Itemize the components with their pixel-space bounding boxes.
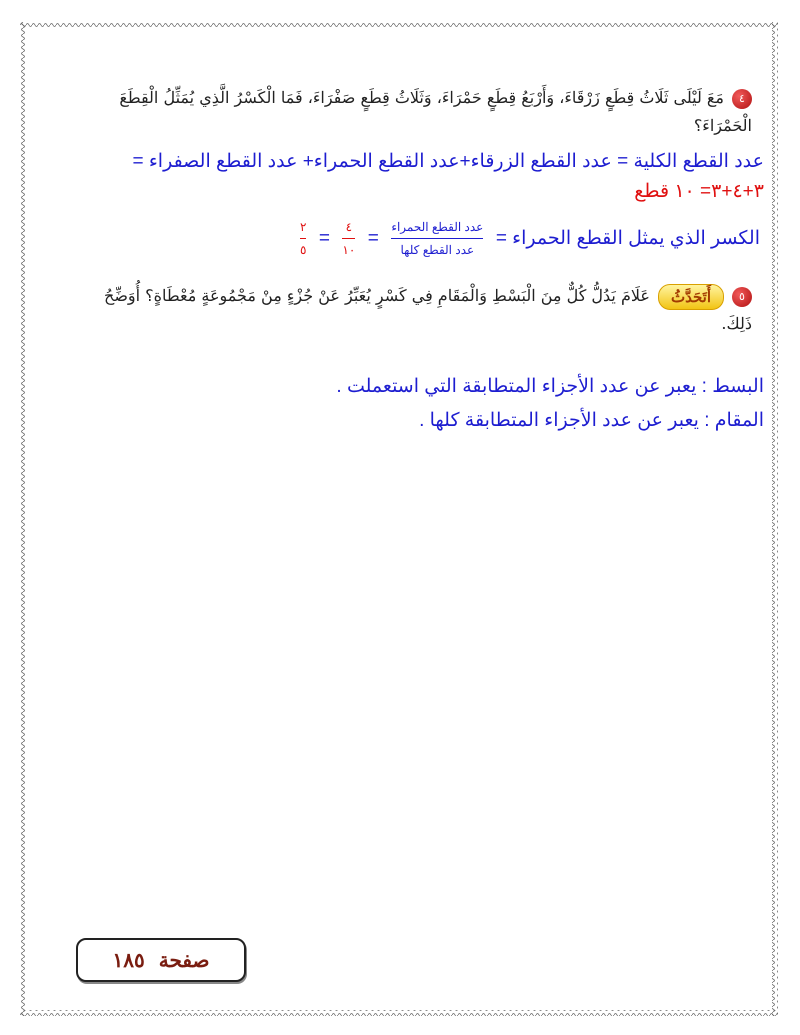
word-fraction-denominator: عدد القطع كلها bbox=[400, 243, 475, 257]
question-5 bbox=[92, 282, 752, 338]
page-label: صفحة bbox=[158, 948, 210, 972]
fraction-bar bbox=[391, 238, 483, 239]
talk-badge: أَتَحَدَّثُ bbox=[658, 284, 724, 310]
word-fraction-numerator: عدد القطع الحمراء bbox=[391, 220, 484, 234]
equals-sign: = bbox=[318, 227, 330, 249]
fraction-answer-line bbox=[164, 218, 764, 268]
fraction-4-10-numerator: ٤ bbox=[345, 220, 353, 234]
question-5-text: عَلَامَ يَدُلُّ كُلٌّ مِنَ الْبَسْطِ وَالْمَقَامِ فِي كَسْرٍ يُعَبِّرُ عَنْ جُزْءٍ مِنْ مَجْمُوعَةٍ مُعْطَاةٍ؟ أُوَضِّحُ ذَلِكَ. bbox=[103, 286, 752, 333]
answer-total-pieces-line: عدد القطع الكلية = عدد القطع الزرقاء+عدد القطع الحمراء+ عدد القطع الصفراء = bbox=[132, 151, 764, 172]
fraction-bar bbox=[300, 238, 306, 239]
word-fraction bbox=[391, 218, 483, 259]
question-4 bbox=[92, 84, 752, 140]
equals-sign: = bbox=[367, 227, 379, 249]
fraction-2-5 bbox=[300, 218, 306, 259]
question-number-badge: ٤ bbox=[732, 89, 752, 109]
answer-total-pieces-sum: ٣+٤+٣= ١٠ قطع bbox=[634, 181, 764, 202]
fraction-4-10 bbox=[342, 218, 355, 259]
fraction-4-10-denominator: ١٠ bbox=[342, 243, 356, 257]
fraction-bar bbox=[342, 238, 355, 239]
page-number: ١٨٥ bbox=[112, 948, 145, 972]
answer-denominator-meaning: المقام : يعبر عن عدد الأجزاء المتطابقة كلها . bbox=[419, 410, 764, 431]
question-number-badge: ٥ bbox=[732, 287, 752, 307]
fraction-label: الكسر الذي يمثل القطع الحمراء = bbox=[495, 228, 760, 249]
page-number-box bbox=[76, 938, 246, 982]
fraction-2-5-denominator: ٥ bbox=[299, 243, 307, 257]
question-4-text: مَعَ لَيْلَى ثَلَاثُ قِطَعٍ زَرْقَاءَ، وَأَرْبَعُ قِطَعٍ حَمْرَاءَ، وَثَلَاثُ قِطَعٍ صَفْرَاءَ، فَمَا الْكَسْرُ الَّذِي يُمَثِّلُ الْقِطَعَ الْحَمْرَاءَ؟ bbox=[119, 88, 752, 135]
fraction-2-5-numerator: ٢ bbox=[299, 220, 307, 234]
answer-numerator-meaning: البسط : يعبر عن عدد الأجزاء المتطابقة التي استعملت . bbox=[336, 376, 764, 397]
